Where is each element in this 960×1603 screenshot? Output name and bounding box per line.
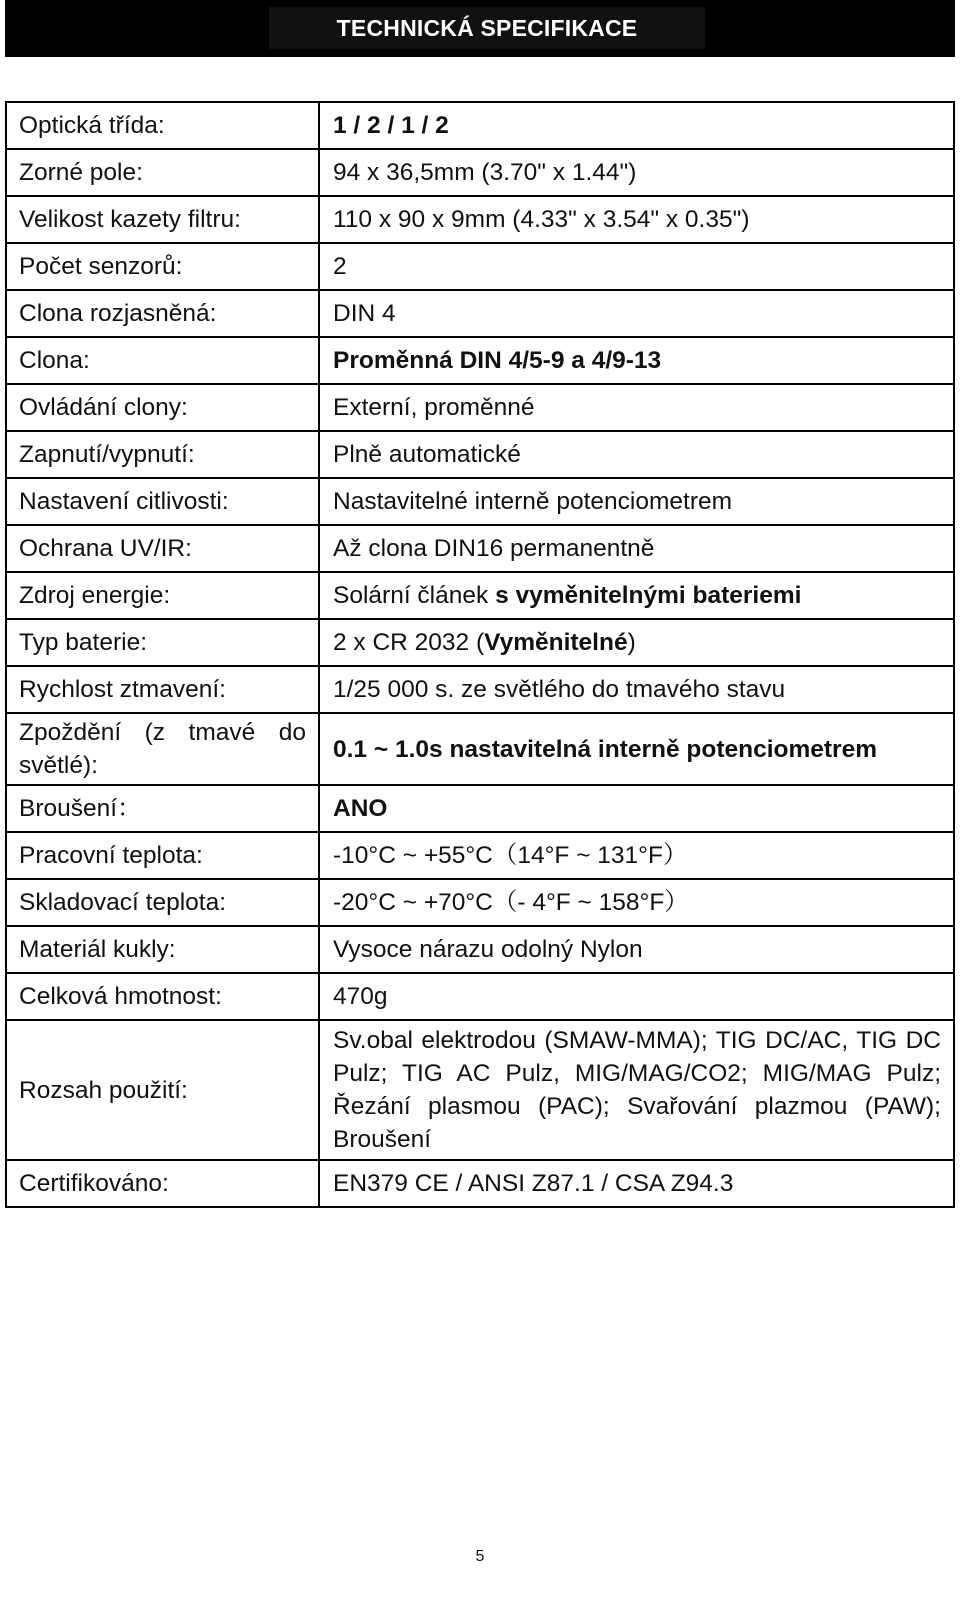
table-row — [6, 196, 954, 243]
row-value: Externí, proměnné — [319, 384, 954, 431]
table-row — [6, 149, 954, 196]
row-value — [319, 619, 954, 666]
row-value: 470g — [319, 973, 954, 1020]
row-value: Nastavitelné interně potenciometrem — [319, 478, 954, 525]
row-label: Materiál kukly: — [6, 926, 319, 973]
page-title: TECHNICKÁ SPECIFIKACE — [336, 14, 638, 41]
table-row — [6, 572, 954, 619]
table-row — [6, 832, 954, 879]
row-label: Celková hmotnost: — [6, 973, 319, 1020]
row-value — [319, 572, 954, 619]
row-value: Plně automatické — [319, 431, 954, 478]
row-label: Zapnutí/vypnutí: — [6, 431, 319, 478]
table-row — [6, 290, 954, 337]
table-row — [6, 785, 954, 832]
page-number: 5 — [475, 1548, 485, 1565]
row-value: 110 x 90 x 9mm (4.33" x 3.54" x 0.35") — [319, 196, 954, 243]
value-bold: Vyměnitelné — [484, 629, 628, 656]
row-label: Certifikováno: — [6, 1160, 319, 1207]
row-label: Zdroj energie: — [6, 572, 319, 619]
row-label: Optická třída: — [6, 102, 319, 149]
row-value: Sv.obal elektrodou (SMAW-MMA); TIG DC/AC, TIG DC Pulz; TIG AC Pulz, MIG/MAG/CO2; MIG/MAG Pulz; Řezání plasmou (PAC); Svařování plazmou (PAW); Broušení — [319, 1020, 954, 1160]
row-label: Rychlost ztmavení: — [6, 666, 319, 713]
row-label: Nastavení citlivosti: — [6, 478, 319, 525]
table-row — [6, 619, 954, 666]
row-label: Ovládání clony: — [6, 384, 319, 431]
table-row — [6, 243, 954, 290]
row-value: -20°C ~ +70°C（- 4°F ~ 158°F） — [319, 879, 954, 926]
table-row — [6, 879, 954, 926]
row-label: Rozsah použití: — [6, 1020, 319, 1160]
row-label: Pracovní teplota: — [6, 832, 319, 879]
row-value: 94 x 36,5mm (3.70" x 1.44") — [319, 149, 954, 196]
table-row — [6, 478, 954, 525]
table-row — [6, 337, 954, 384]
row-value: ANO — [319, 785, 954, 832]
row-value: -10°C ~ +55°C（14°F ~ 131°F） — [319, 832, 954, 879]
header-title-box — [269, 7, 705, 49]
row-value: 1/25 000 s. ze světlého do tmavého stavu — [319, 666, 954, 713]
row-label: Velikost kazety filtru: — [6, 196, 319, 243]
table-row — [6, 384, 954, 431]
table-row — [6, 431, 954, 478]
row-value: 1 / 2 / 1 / 2 — [319, 102, 954, 149]
row-label: Clona: — [6, 337, 319, 384]
row-label: Broušení： — [6, 785, 319, 832]
header-bar — [5, 0, 955, 57]
value-post: ) — [627, 629, 636, 656]
table-row — [6, 1160, 954, 1207]
row-label: Clona rozjasněná: — [6, 290, 319, 337]
value-plain: Solární článek — [333, 582, 496, 609]
table-row — [6, 666, 954, 713]
row-label: Zpoždění (z tmavé do světlé): — [6, 713, 319, 785]
spec-table — [5, 101, 955, 1208]
value-bold: s vyměnitelnými bateriemi — [495, 582, 802, 609]
row-label: Skladovací teplota: — [6, 879, 319, 926]
table-row — [6, 973, 954, 1020]
row-value: Proměnná DIN 4/5-9 a 4/9-13 — [319, 337, 954, 384]
row-value: 2 — [319, 243, 954, 290]
row-value: DIN 4 — [319, 290, 954, 337]
row-label: Ochrana UV/IR: — [6, 525, 319, 572]
table-row — [6, 713, 954, 785]
table-row — [6, 102, 954, 149]
row-label: Počet senzorů: — [6, 243, 319, 290]
row-value: Vysoce nárazu odolný Nylon — [319, 926, 954, 973]
row-value: Až clona DIN16 permanentně — [319, 525, 954, 572]
row-value: 0.1 ~ 1.0s nastavitelná interně potenciometrem — [319, 713, 954, 785]
row-label: Typ baterie: — [6, 619, 319, 666]
row-label: Zorné pole: — [6, 149, 319, 196]
row-value: EN379 CE / ANSI Z87.1 / CSA Z94.3 — [319, 1160, 954, 1207]
table-row — [6, 525, 954, 572]
table-row — [6, 1020, 954, 1160]
value-pre: 2 x CR 2032 ( — [333, 629, 485, 656]
table-row — [6, 926, 954, 973]
